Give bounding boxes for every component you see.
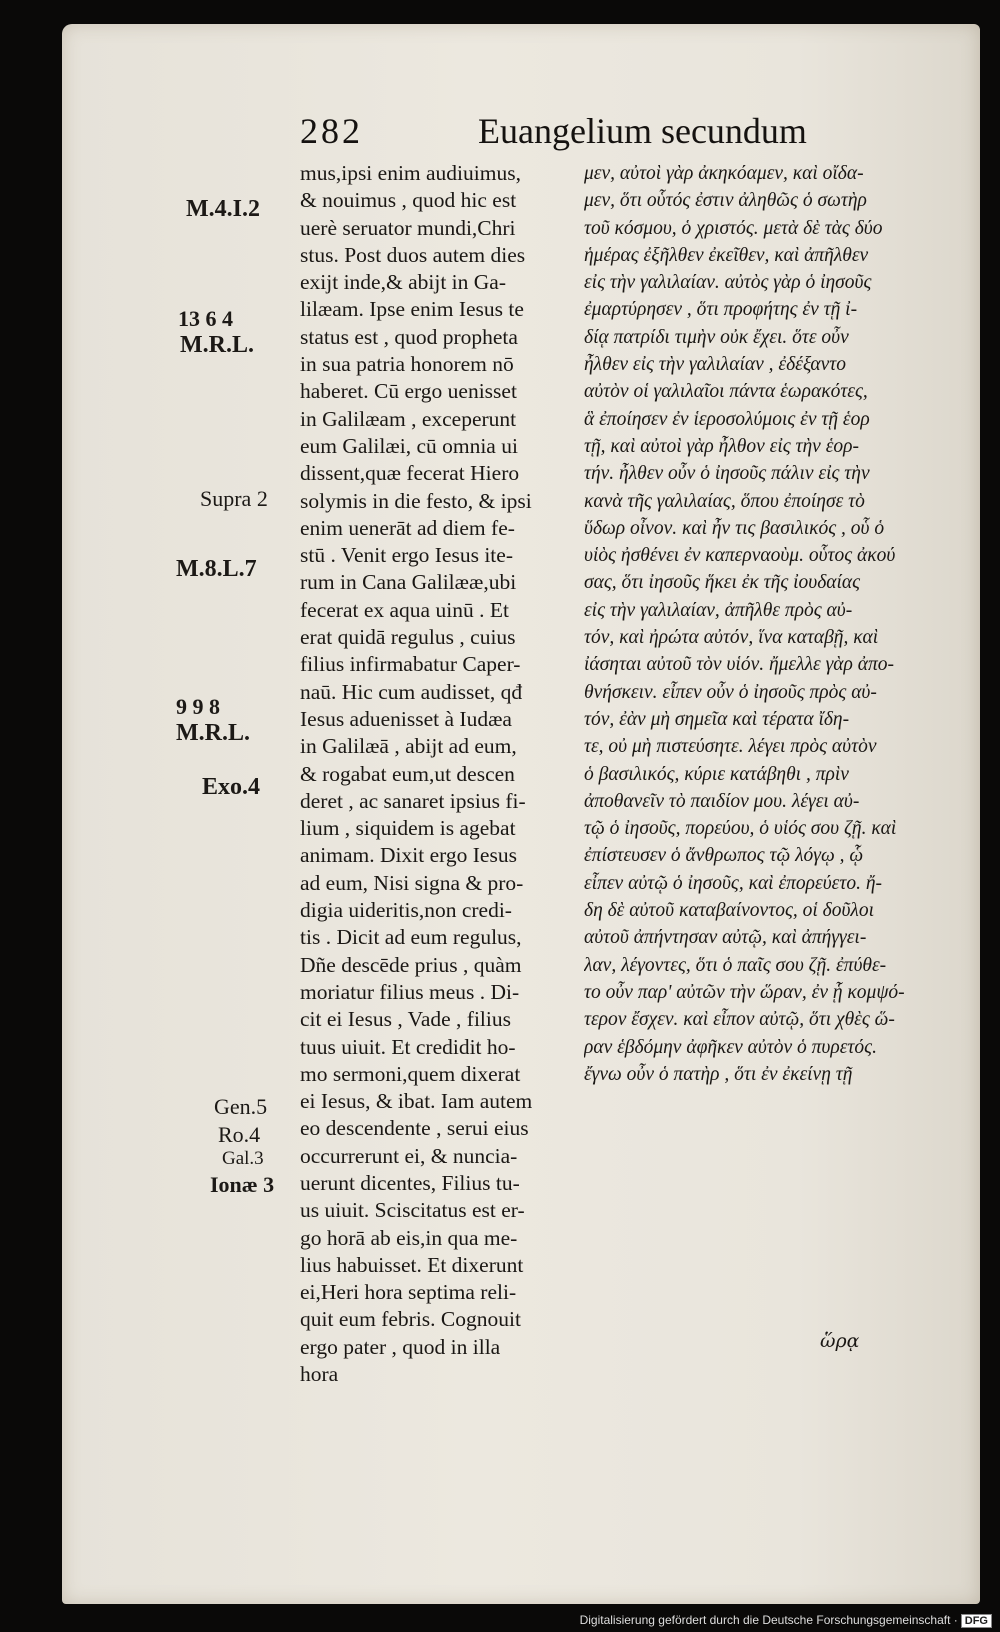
latin-text-line: deret , ac sanaret ipsius fi-	[300, 788, 526, 813]
dfg-footer	[580, 1613, 992, 1628]
page-number: 282	[300, 111, 363, 151]
latin-text-line: occurrerunt ei, & nuncia-	[300, 1143, 518, 1168]
greek-text-line: ἰάσηται αὐτοῦ τὸν υἱόν. ἤμελλε γὰρ ἀπο-	[584, 654, 894, 676]
greek-text-line: σας, ὅτι ἰησοῦς ἥκει ἐκ τῆς ἰουδαίας	[584, 572, 861, 594]
latin-text-line: tuus uiuit. Et credidit ho-	[300, 1034, 516, 1059]
latin-text-line: dissent,quæ fecerat Hiero	[300, 461, 520, 486]
page-header	[300, 110, 860, 160]
greek-text-line: ραν ἑβδόμην ἀφῆκεν αὐτὸν ὁ πυρετός.	[584, 1036, 877, 1058]
greek-text-line: ἦλθεν εἰς τὴν γαλιλαίαν , ἐδέξαντο	[584, 354, 846, 376]
margin-note: Exo.4	[202, 774, 261, 800]
greek-text-line: τόν, καὶ ἠρώτα αὐτόν, ἵνα καταβῇ, καὶ	[584, 627, 879, 649]
latin-text-line: go horā ab eis,in qua me-	[300, 1225, 518, 1250]
latin-text-line: ei,Heri hora septima reli-	[300, 1280, 517, 1305]
latin-text-line: rum in Cana Galilææ,ubi	[300, 570, 517, 595]
greek-text-line: τόν, ἐὰν μὴ σημεῖα καὶ τέρατα ἴδη-	[584, 708, 850, 730]
greek-text-line: δίᾳ πατρίδι τιμὴν οὐκ ἔχει. ὅτε οὖν	[584, 326, 849, 348]
latin-column	[300, 160, 558, 1388]
greek-text-line: δη δὲ αὐτοῦ καταβαίνοντος, οἱ δοῦλοι	[584, 900, 875, 922]
greek-column	[584, 160, 972, 1088]
latin-text-line: stus. Post duos autem dies	[300, 242, 526, 267]
latin-text-line: cit ei Iesus , Vade , filius	[300, 1007, 511, 1032]
latin-text-line: & nouimus , quod hic est	[300, 188, 517, 213]
latin-text-line: mus,ipsi enim audiuimus,	[300, 161, 521, 185]
latin-text-line: eum Galilæi, cū omnia ui	[300, 433, 518, 458]
greek-text-line: τοῦ κόσμου, ὁ χριστός. μετὰ δὲ τὰς δύο	[584, 217, 883, 239]
margin-note: Ionæ 3	[210, 1172, 275, 1197]
greek-text-line: υἱὸς ἠσθένει ἐν καπερναοὺμ. οὗτος ἀκού	[584, 545, 896, 567]
greek-text-line: τήν. ἦλθεν οὖν ὁ ἰησοῦς πάλιν εἰς τὴν	[584, 463, 870, 485]
latin-text-line: enim uenerāt ad diem fe-	[300, 515, 515, 540]
catchword: ὥρᾳ	[820, 1330, 860, 1352]
margin-note: Gal.3	[222, 1148, 264, 1169]
latin-text-line: hora	[300, 1362, 339, 1387]
greek-text-line: μεν, αὐτοὶ γὰρ ἀκηκόαμεν, καὶ οἴδα-	[584, 163, 864, 184]
latin-text-line: lilæam. Ipse enim Iesus te	[300, 297, 524, 322]
margin-note: M.R.L.	[180, 332, 254, 358]
footer-text: Digitalisierung gefördert durch die Deutsche Forschungsgemeinschaft ·	[579, 1613, 958, 1627]
latin-text-line: quit eum febris. Cognouit	[300, 1307, 521, 1332]
greek-text-line: λαν, λέγοντες, ὅτι ὁ παῖς σου ζῇ. ἐπύθε-	[584, 954, 887, 976]
greek-text-line: τερον ἔσχεν. καὶ εἶπον αὐτῷ, ὅτι χθὲς ὥ-	[584, 1009, 895, 1031]
margin-note: 9 9 8	[176, 694, 220, 719]
greek-text-line: τῇ, καὶ αὐτοὶ γὰρ ἦλθον εἰς τὴν ἑορ-	[584, 435, 859, 457]
latin-text-line: naū. Hic cum audisset, qđ	[300, 679, 523, 704]
greek-text-line: εἰς τὴν γαλιλαίαν, ἀπῆλθε πρὸς αὐ-	[584, 599, 853, 621]
margin-note: Ro.4	[218, 1122, 261, 1147]
latin-text-line: uerè seruator mundi,Chri	[300, 215, 516, 240]
latin-text-line: Dñe descēde prius , quàm	[300, 952, 522, 977]
greek-text-line: εἶπεν αὐτῷ ὁ ἰησοῦς, καὶ ἐπορεύετο. ἤ-	[584, 872, 883, 894]
latin-text-line: digia uideritis,non credi-	[300, 898, 512, 923]
greek-text-line: ἀποθανεῖν τὸ παιδίον μου. λέγει αὐ-	[584, 790, 860, 812]
margin-note: M.8.L.7	[176, 556, 257, 582]
greek-text-line: αὐτὸν οἱ γαλιλαῖοι πάντα ἑωρακότες,	[584, 381, 868, 403]
latin-text-line: in Galilæam , exceperunt	[300, 406, 517, 431]
greek-text-line: ἡμέρας ἐξῆλθεν ἐκεῖθεν, καὶ ἀπῆλθεν	[584, 244, 869, 266]
greek-text-line: κανὰ τῆς γαλιλαίας, ὅπου ἐποίησε τὸ	[584, 490, 865, 512]
latin-text-line: haberet. Cū ergo uenisset	[300, 379, 517, 404]
latin-text-line: us uiuit. Sciscitatus est er-	[300, 1198, 525, 1223]
latin-text-line: animam. Dixit ergo Iesus	[300, 843, 517, 868]
latin-text-line: ergo pater , quod in illa	[300, 1334, 501, 1359]
latin-text-line: in Galilæā , abijt ad eum,	[300, 734, 517, 759]
greek-text-line: τε, οὐ μὴ πιστεύσητε. λέγει πρὸς αὐτὸν	[584, 736, 877, 758]
latin-text-line: & rogabat eum,ut descen	[300, 761, 515, 786]
latin-text-line: in sua patria honorem nō	[300, 352, 514, 377]
latin-text-line: solymis in die festo, & ipsi	[300, 488, 532, 513]
greek-text-line: ἃ ἐποίησεν ἐν ἱεροσολύμοις ἐν τῇ ἑορ	[584, 408, 870, 430]
latin-text-line: fecerat ex aqua uinū . Et	[300, 597, 509, 622]
latin-text-line: status est , quod propheta	[300, 324, 518, 349]
greek-text-line: ἐπίστευσεν ὁ ἄνθρωπος τῷ λόγῳ , ᾧ	[584, 845, 864, 867]
margin-note: Supra 2	[200, 486, 268, 511]
latin-text-line: ei Iesus, & ibat. Iam autem	[300, 1089, 533, 1114]
latin-text-line: tis . Dicit ad eum regulus,	[300, 925, 522, 950]
running-title: Euangelium secundum	[478, 111, 807, 151]
greek-text-line: ἔγνω οὖν ὁ πατὴρ , ὅτι ἐν ἐκείνῃ τῇ	[584, 1063, 853, 1085]
latin-text-line: lium , siquidem is agebat	[300, 816, 516, 841]
latin-text-line: mo sermoni,quem dixerat	[300, 1061, 521, 1086]
latin-text-line: uerunt dicentes, Filius tu-	[300, 1170, 520, 1195]
margin-note: 13 6 4	[178, 306, 233, 331]
latin-text-line: ad eum, Nisi signa & pro-	[300, 870, 524, 895]
latin-text-line: Iesus aduenisset à Iudæa	[300, 706, 512, 731]
greek-text-line: τῷ ὁ ἰησοῦς, πορεύου, ὁ υἱός σου ζῇ. καὶ	[584, 818, 897, 840]
latin-text-line: stū . Venit ergo Iesus ite-	[300, 543, 513, 568]
margin-note: M.4.I.2	[186, 196, 260, 222]
dfg-logo-badge: DFG	[961, 1614, 992, 1628]
greek-text-line: αὐτοῦ ἀπήντησαν αὐτῷ, καὶ ἀπήγγει-	[584, 927, 867, 949]
latin-text-line: exijt inde,& abijt in Ga-	[300, 270, 506, 295]
greek-text-line: ὁ βασιλικός, κύριε κατάβηθι , πρὶν	[584, 763, 849, 785]
greek-text-line: το οὖν παρ' αὐτῶν τὴν ὥραν, ἐν ᾗ κομψό-	[584, 981, 905, 1003]
greek-text-line: εἰς τὴν γαλιλαίαν. αὐτὸς γὰρ ὁ ἰησοῦς	[584, 272, 872, 294]
latin-text-line: moriatur filius meus . Di-	[300, 979, 520, 1004]
latin-text-line: lius habuisset. Et dixerunt	[300, 1252, 524, 1277]
margin-note: Gen.5	[214, 1094, 268, 1119]
greek-text-line: μεν, ὅτι οὗτός ἐστιν ἀληθῶς ὁ σωτὴρ	[584, 190, 867, 212]
margin-note: M.R.L.	[176, 720, 250, 746]
latin-text-line: eo descendente , serui eius	[300, 1116, 529, 1141]
greek-text-line: ὕδωρ οἶνον. καὶ ἦν τις βασιλικός , οὗ ὁ	[584, 517, 885, 539]
greek-text-line: θνήσκειν. εἶπεν οὖν ὁ ἰησοῦς πρὸς αὐ-	[584, 681, 877, 703]
latin-text-line: filius infirmabatur Caper-	[300, 652, 521, 677]
latin-text-line: erat quidā regulus , cuius	[300, 625, 516, 650]
greek-text-line: ἐμαρτύρησεν , ὅτι προφήτης ἐν τῇ ἰ-	[584, 299, 858, 321]
